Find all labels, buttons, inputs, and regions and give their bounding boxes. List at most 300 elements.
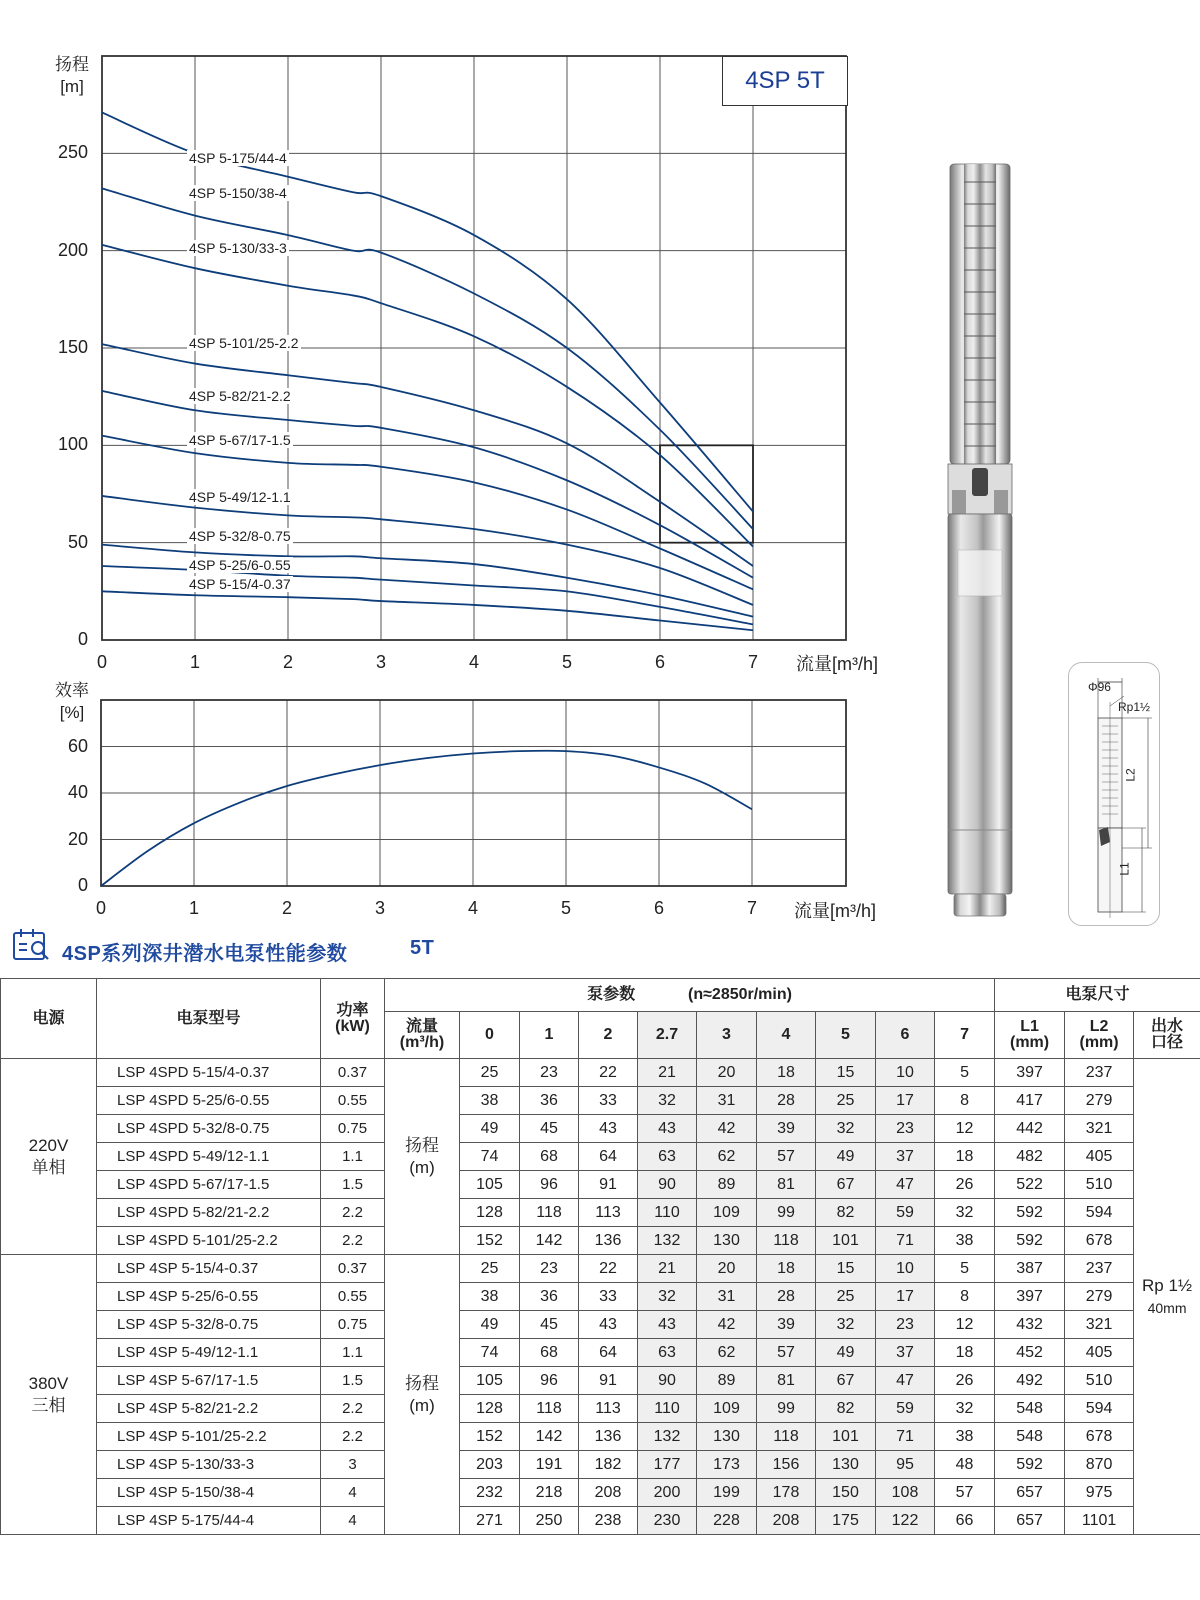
header-flow: 流量 (m³/h) [385,1012,460,1059]
head-value-cell: 110 [638,1199,697,1227]
table-row [1,1227,1200,1255]
head-value-cell: 67 [816,1367,876,1395]
head-label-cell: 扬程 (m) [385,1059,460,1255]
head-value-cell: 91 [579,1171,638,1199]
head-value-cell: 32 [638,1283,697,1311]
head-value-cell: 42 [697,1311,757,1339]
head-value-cell: 113 [579,1395,638,1423]
table-row [1,1311,1200,1339]
y-tick-label: 60 [67,735,88,756]
model-cell: LSP 4SP 5-67/17-1.5 [97,1367,321,1395]
power-cell: 4 [321,1479,385,1507]
table-row [1,1199,1200,1227]
head-value-cell: 152 [460,1227,520,1255]
head-value-cell: 64 [579,1143,638,1171]
efficiency-chart [0,690,900,900]
y-tick-label: 0 [77,875,88,895]
power-cell: 1.1 [321,1143,385,1171]
head-value-cell: 57 [935,1479,995,1507]
x-tick-label: 5 [560,898,571,918]
head-value-cell: 128 [460,1395,520,1423]
head-curve [102,591,753,630]
model-cell: LSP 4SP 5-130/33-3 [97,1451,321,1479]
head-value-cell: 18 [757,1255,816,1283]
l1-cell: 492 [995,1367,1065,1395]
model-cell: LSP 4SP 5-150/38-4 [97,1479,321,1507]
header-speed: (n≈2850r/min) [688,986,792,1003]
head-value-cell: 271 [460,1507,520,1535]
head-value-cell: 31 [697,1087,757,1115]
y-tick-label: 0 [77,629,88,649]
head-value-cell: 49 [460,1115,520,1143]
x-tick-label: 6 [654,652,665,672]
head-label-cell: 扬程 (m) [385,1255,460,1535]
head-value-cell: 39 [757,1115,816,1143]
power-cell: 0.55 [321,1087,385,1115]
l2-cell: 405 [1065,1339,1134,1367]
efficiency-axis-unit: [%] [59,703,85,722]
l2-cell: 594 [1065,1395,1134,1423]
model-cell: LSP 4SP 5-175/44-4 [97,1507,321,1535]
spec-table [0,978,1200,1535]
header-flow-2: 2 [579,1012,638,1059]
diameter-label: Φ96 [1088,680,1111,694]
head-value-cell: 26 [935,1171,995,1199]
x-tick-label: 7 [747,652,758,672]
x-tick-label: 0 [95,898,106,918]
head-value-cell: 12 [935,1311,995,1339]
head-value-cell: 152 [460,1423,520,1451]
power-cell: 1.5 [321,1171,385,1199]
y-tick-label: 20 [67,828,88,849]
power-cell: 2.2 [321,1227,385,1255]
header-flow-7: 7 [935,1012,995,1059]
table-row [1,1283,1200,1311]
head-value-cell: 71 [876,1423,935,1451]
head-value-cell: 108 [876,1479,935,1507]
head-value-cell: 130 [816,1451,876,1479]
head-value-cell: 66 [935,1507,995,1535]
head-value-cell: 230 [638,1507,697,1535]
head-value-cell: 37 [876,1143,935,1171]
head-value-cell: 21 [638,1059,697,1087]
l1-cell: 432 [995,1311,1065,1339]
table-row [1,1507,1200,1535]
x-tick-label: 6 [653,898,664,918]
head-value-cell: 45 [520,1115,579,1143]
power-cell: 4 [321,1507,385,1535]
head-value-cell: 177 [638,1451,697,1479]
header-outlet: 出水 口径 [1134,1012,1200,1059]
model-cell: LSP 4SP 5-82/21-2.2 [97,1395,321,1423]
head-value-cell: 191 [520,1451,579,1479]
l1-cell: 657 [995,1507,1065,1535]
head-value-cell: 47 [876,1367,935,1395]
l2-cell: 678 [1065,1423,1134,1451]
l2-cell: 237 [1065,1255,1134,1283]
power-cell: 3 [321,1451,385,1479]
power-cell: 0.75 [321,1115,385,1143]
header-flow-4: 4 [757,1012,816,1059]
x-tick-label: 3 [374,898,385,918]
head-value-cell: 91 [579,1367,638,1395]
l2-cell: 279 [1065,1283,1134,1311]
head-value-cell: 82 [816,1395,876,1423]
head-value-cell: 200 [638,1479,697,1507]
table-row [1,1115,1200,1143]
head-value-cell: 101 [816,1423,876,1451]
l1-cell: 397 [995,1283,1065,1311]
y-tick-label: 200 [57,239,88,260]
power-cell: 0.37 [321,1255,385,1283]
x-tick-label: 2 [281,898,292,918]
head-value-cell: 68 [520,1143,579,1171]
head-value-cell: 20 [697,1059,757,1087]
head-value-cell: 23 [876,1115,935,1143]
head-value-cell: 59 [876,1395,935,1423]
head-value-cell: 118 [520,1199,579,1227]
l2-cell: 510 [1065,1367,1134,1395]
model-cell: LSP 4SP 5-49/12-1.1 [97,1339,321,1367]
head-value-cell: 136 [579,1227,638,1255]
head-axis-unit: [m] [60,77,84,96]
head-value-cell: 18 [935,1143,995,1171]
power-source-cell: 380V 三相 [1,1255,97,1535]
head-value-cell: 43 [579,1115,638,1143]
curve-label: 4SP 5-82/21-2.2 [189,387,291,404]
table-row [1,1339,1200,1367]
head-value-cell: 90 [638,1367,697,1395]
x-tick-label: 1 [189,652,200,672]
head-value-cell: 203 [460,1451,520,1479]
y-tick-label: 40 [67,782,88,802]
table-row [1,1087,1200,1115]
head-value-cell: 18 [935,1339,995,1367]
head-value-cell: 39 [757,1311,816,1339]
header-flow-3: 3 [697,1012,757,1059]
head-value-cell: 250 [520,1507,579,1535]
header-pump-params [385,979,995,1012]
header-flow-6: 6 [876,1012,935,1059]
l1-cell: 548 [995,1395,1065,1423]
l1-cell: 417 [995,1087,1065,1115]
head-value-cell: 238 [579,1507,638,1535]
head-value-cell: 20 [697,1255,757,1283]
power-source-cell: 220V 单相 [1,1059,97,1255]
l1-label: L1 [1117,862,1132,876]
header-power-unit: (kW) [335,1017,370,1035]
model-cell: LSP 4SPD 5-25/6-0.55 [97,1087,321,1115]
head-value-cell: 90 [638,1171,697,1199]
head-value-cell: 47 [876,1171,935,1199]
head-value-cell: 10 [876,1059,935,1087]
table-row [1,1059,1200,1087]
head-value-cell: 178 [757,1479,816,1507]
x-tick-label: 4 [468,652,479,672]
l1-cell: 452 [995,1339,1065,1367]
l1-cell: 442 [995,1115,1065,1143]
head-value-cell: 22 [579,1059,638,1087]
x-tick-label: 5 [561,652,572,672]
head-value-cell: 228 [697,1507,757,1535]
header-flow-1: 1 [520,1012,579,1059]
l2-cell: 870 [1065,1451,1134,1479]
head-value-cell: 74 [460,1339,520,1367]
power-cell: 1.1 [321,1339,385,1367]
head-value-cell: 15 [816,1255,876,1283]
efficiency-x-axis-title: 流量[m³/h] [794,901,877,921]
power-cell: 0.37 [321,1059,385,1087]
l1-cell: 592 [995,1227,1065,1255]
x-tick-label: 1 [188,898,199,918]
head-value-cell: 218 [520,1479,579,1507]
head-value-cell: 57 [757,1339,816,1367]
head-value-cell: 208 [579,1479,638,1507]
head-value-cell: 32 [638,1087,697,1115]
head-value-cell: 18 [757,1059,816,1087]
head-value-cell: 45 [520,1311,579,1339]
curve-label: 4SP 5-130/33-3 [189,239,287,256]
y-tick-label: 250 [57,142,88,163]
head-value-cell: 109 [697,1199,757,1227]
header-l1: L1 (mm) [995,1012,1065,1059]
head-value-cell: 101 [816,1227,876,1255]
head-value-cell: 130 [697,1423,757,1451]
head-value-cell: 43 [579,1311,638,1339]
head-value-cell: 25 [460,1059,520,1087]
head-value-cell: 32 [935,1199,995,1227]
x-tick-label: 4 [467,898,478,918]
head-value-cell: 59 [876,1199,935,1227]
head-value-cell: 68 [520,1339,579,1367]
model-cell: LSP 4SPD 5-49/12-1.1 [97,1143,321,1171]
power-cell: 0.55 [321,1283,385,1311]
head-value-cell: 49 [460,1311,520,1339]
header-flow-0: 0 [460,1012,520,1059]
y-tick-label: 50 [67,531,88,552]
header-power-source: 电源 [1,979,97,1059]
l1-cell: 522 [995,1171,1065,1199]
head-value-cell: 118 [757,1227,816,1255]
l1-cell: 592 [995,1199,1065,1227]
l1-cell: 397 [995,1059,1065,1087]
head-value-cell: 199 [697,1479,757,1507]
head-value-cell: 182 [579,1451,638,1479]
head-value-cell: 17 [876,1283,935,1311]
head-curve [102,391,753,578]
head-value-cell: 43 [638,1115,697,1143]
calendar-search-icon [12,928,52,962]
table-row [1,1171,1200,1199]
head-value-cell: 130 [697,1227,757,1255]
head-value-cell: 132 [638,1227,697,1255]
head-value-cell: 36 [520,1283,579,1311]
head-value-cell: 43 [638,1311,697,1339]
table-row [1,1451,1200,1479]
head-value-cell: 81 [757,1171,816,1199]
head-value-cell: 49 [816,1339,876,1367]
head-value-cell: 23 [520,1059,579,1087]
table-row [1,1367,1200,1395]
head-value-cell: 26 [935,1367,995,1395]
head-value-cell: 33 [579,1087,638,1115]
table-row [1,1143,1200,1171]
head-value-cell: 23 [520,1255,579,1283]
head-value-cell: 113 [579,1199,638,1227]
model-cell: LSP 4SP 5-25/6-0.55 [97,1283,321,1311]
table-row [1,1395,1200,1423]
head-value-cell: 63 [638,1143,697,1171]
head-value-cell: 21 [638,1255,697,1283]
x-tick-label: 0 [96,652,107,672]
header-dimensions: 电泵尺寸 [995,979,1200,1012]
pump-photo [930,150,1030,930]
head-value-cell: 37 [876,1339,935,1367]
head-value-cell: 62 [697,1143,757,1171]
head-value-cell: 118 [757,1423,816,1451]
head-value-cell: 95 [876,1451,935,1479]
head-value-cell: 5 [935,1255,995,1283]
head-value-cell: 31 [697,1283,757,1311]
l2-cell: 594 [1065,1199,1134,1227]
model-cell: LSP 4SP 5-101/25-2.2 [97,1423,321,1451]
head-value-cell: 173 [697,1451,757,1479]
l2-cell: 678 [1065,1227,1134,1255]
head-value-cell: 49 [816,1143,876,1171]
l2-cell: 279 [1065,1087,1134,1115]
l1-cell: 482 [995,1143,1065,1171]
x-tick-label: 2 [282,652,293,672]
head-value-cell: 8 [935,1283,995,1311]
head-value-cell: 208 [757,1507,816,1535]
head-value-cell: 110 [638,1395,697,1423]
header-flow-2.7: 2.7 [638,1012,697,1059]
head-value-cell: 38 [935,1227,995,1255]
l2-cell: 237 [1065,1059,1134,1087]
head-value-cell: 136 [579,1423,638,1451]
curve-label: 4SP 5-25/6-0.55 [189,557,291,574]
curve-label: 4SP 5-67/17-1.5 [189,432,291,449]
head-value-cell: 38 [935,1423,995,1451]
head-axis-title-text: 扬程 [55,55,89,74]
outlet-label: Rp1½ [1118,700,1151,714]
model-cell: LSP 4SP 5-32/8-0.75 [97,1311,321,1339]
l2-cell: 510 [1065,1171,1134,1199]
head-value-cell: 32 [816,1311,876,1339]
head-value-cell: 28 [757,1283,816,1311]
x-tick-label: 7 [746,898,757,918]
model-cell: LSP 4SPD 5-32/8-0.75 [97,1115,321,1143]
section-title: 4SP系列深井潜水电泵性能参数 [62,943,348,965]
l2-cell: 405 [1065,1143,1134,1171]
head-value-cell: 105 [460,1171,520,1199]
head-value-cell: 89 [697,1171,757,1199]
head-value-cell: 25 [816,1087,876,1115]
head-value-cell: 122 [876,1507,935,1535]
l1-cell: 657 [995,1479,1065,1507]
table-row [1,1423,1200,1451]
model-cell: LSP 4SPD 5-82/21-2.2 [97,1199,321,1227]
model-cell: LSP 4SP 5-15/4-0.37 [97,1255,321,1283]
header-l2: L2 (mm) [1065,1012,1134,1059]
y-tick-label: 150 [57,337,88,357]
l2-cell: 1101 [1065,1507,1134,1535]
head-value-cell: 96 [520,1367,579,1395]
outlet-size-cell: Rp 1½ 40mm [1134,1059,1200,1535]
table-row [1,1255,1200,1283]
head-value-cell: 67 [816,1171,876,1199]
head-value-cell: 5 [935,1059,995,1087]
head-value-cell: 38 [460,1283,520,1311]
head-x-axis-title: 流量[m³/h] [796,654,879,674]
l1-cell: 592 [995,1451,1065,1479]
efficiency-curve [101,751,752,886]
curve-label: 4SP 5-32/8-0.75 [189,527,291,544]
head-value-cell: 132 [638,1423,697,1451]
head-value-cell: 57 [757,1143,816,1171]
curve-label: 4SP 5-175/44-4 [189,150,287,167]
l2-label: L2 [1123,768,1138,782]
power-cell: 0.75 [321,1311,385,1339]
model-cell: LSP 4SPD 5-15/4-0.37 [97,1059,321,1087]
head-value-cell: 128 [460,1199,520,1227]
head-value-cell: 118 [520,1395,579,1423]
head-value-cell: 109 [697,1395,757,1423]
table-row [1,1479,1200,1507]
header-power-label: 功率 [336,1001,369,1019]
head-value-cell: 64 [579,1339,638,1367]
head-value-cell: 25 [816,1283,876,1311]
head-value-cell: 63 [638,1339,697,1367]
x-tick-label: 3 [375,652,386,672]
head-value-cell: 22 [579,1255,638,1283]
l2-cell: 321 [1065,1115,1134,1143]
head-value-cell: 150 [816,1479,876,1507]
head-value-cell: 33 [579,1283,638,1311]
head-value-cell: 12 [935,1115,995,1143]
head-value-cell: 96 [520,1171,579,1199]
l1-cell: 548 [995,1423,1065,1451]
l2-cell: 321 [1065,1311,1134,1339]
curve-label: 4SP 5-49/12-1.1 [189,488,291,505]
y-tick-label: 100 [57,434,88,455]
head-value-cell: 156 [757,1451,816,1479]
curve-label: 4SP 5-15/4-0.37 [189,576,291,593]
header-power [321,979,385,1059]
header-flow-5: 5 [816,1012,876,1059]
model-cell: LSP 4SPD 5-101/25-2.2 [97,1227,321,1255]
head-value-cell: 89 [697,1367,757,1395]
head-value-cell: 42 [697,1115,757,1143]
efficiency-axis-title-text: 效率 [55,681,89,700]
head-value-cell: 25 [460,1255,520,1283]
head-value-cell: 10 [876,1255,935,1283]
power-cell: 1.5 [321,1367,385,1395]
head-value-cell: 175 [816,1507,876,1535]
head-value-cell: 142 [520,1423,579,1451]
head-value-cell: 71 [876,1227,935,1255]
head-value-cell: 8 [935,1087,995,1115]
model-cell: LSP 4SPD 5-67/17-1.5 [97,1171,321,1199]
head-value-cell: 17 [876,1087,935,1115]
head-value-cell: 23 [876,1311,935,1339]
head-value-cell: 74 [460,1143,520,1171]
head-value-cell: 142 [520,1227,579,1255]
head-value-cell: 82 [816,1199,876,1227]
power-cell: 2.2 [321,1395,385,1423]
head-value-cell: 32 [935,1395,995,1423]
section-suffix: 5T [410,937,435,959]
